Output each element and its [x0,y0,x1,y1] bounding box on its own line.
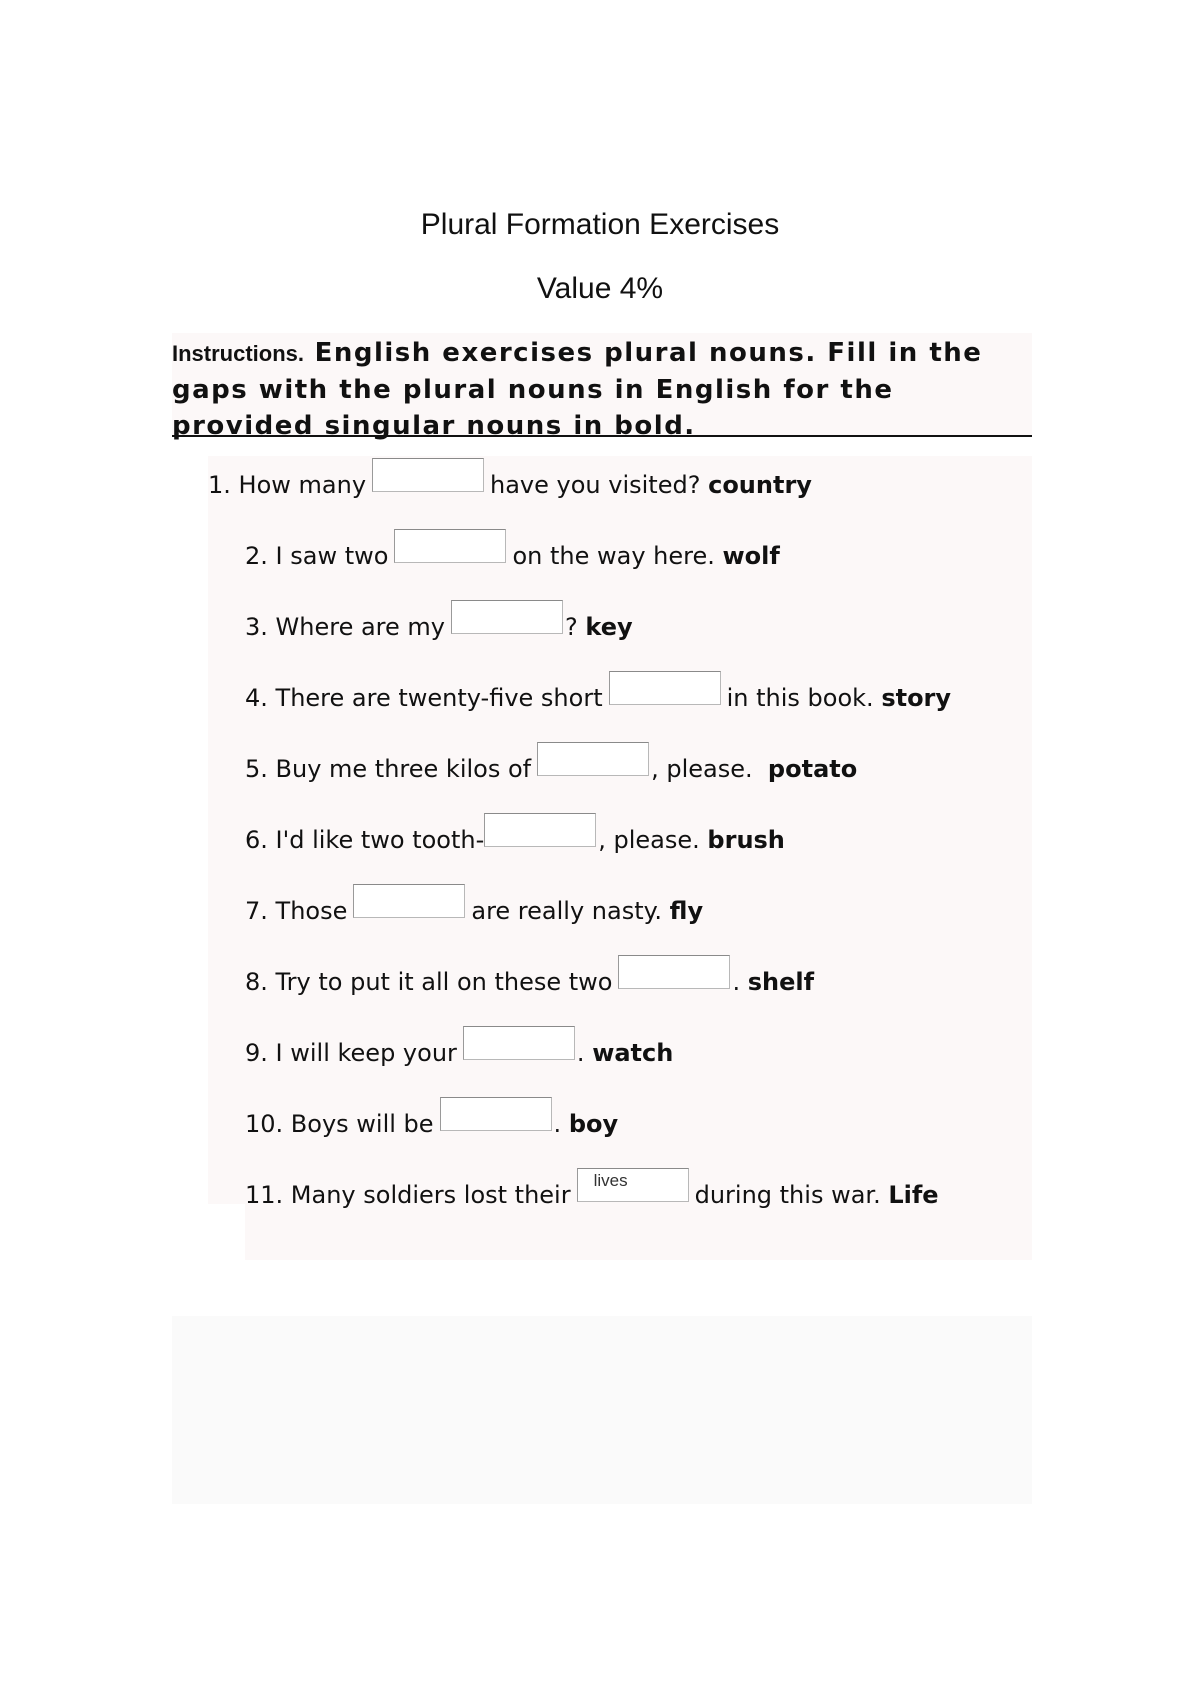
question-text-before: 3. Where are my [245,613,445,641]
value-label: Value 4% [536,272,664,305]
answer-input-9[interactable] [463,1026,575,1060]
answer-input-5[interactable] [537,742,649,776]
question-text-after: ? [565,613,578,641]
answer-input-2[interactable] [394,529,506,563]
question-1 [208,465,812,505]
answer-input-1[interactable] [372,458,484,492]
question-text-before: 4. There are twenty-five short [245,684,603,712]
question-text-after: are really nasty. [471,897,663,925]
instructions-text: English exercises plural nouns. Fill in the gaps with the plural nouns in English for the provided singular nouns in bold. [172,338,983,441]
question-text-after: , please. [598,826,700,854]
singular-noun: potato [767,755,858,783]
question-text-before: 7. Those [245,897,348,925]
question-5 [245,749,857,789]
singular-noun: fly [669,897,704,925]
question-9 [245,1033,673,1073]
question-text-before: 11. Many soldiers lost their [245,1181,571,1209]
page-title: Plural Formation Exercises [420,208,780,241]
question-text-after: . [732,968,741,996]
question-10 [245,1104,618,1144]
question-text-after: , please. [651,755,753,783]
empty-panel [172,1316,1032,1504]
answer-input-7[interactable] [353,884,465,918]
singular-noun: Life [888,1181,939,1209]
singular-noun: shelf [747,968,815,996]
question-4 [245,678,951,718]
answer-input-4[interactable] [609,671,721,705]
question-text-before: 8. Try to put it all on these two [245,968,613,996]
question-text-before: 1. How many [208,471,367,499]
question-text-before: 10. Boys will be [245,1110,434,1138]
question-8 [245,962,814,1002]
singular-noun: boy [568,1110,619,1138]
singular-noun: story [881,684,952,712]
answer-input-8[interactable] [618,955,730,989]
question-text-after: . [553,1110,562,1138]
question-6 [245,820,785,860]
question-text-after: . [576,1039,585,1067]
question-11 [245,1171,939,1215]
singular-noun: wolf [722,542,780,570]
answer-input-6[interactable] [484,813,596,847]
singular-noun: key [585,613,633,641]
question-2 [245,536,780,576]
question-text-before: 5. Buy me three kilos of [245,755,532,783]
question-text-after: during this war. [694,1181,881,1209]
singular-noun: brush [707,826,785,854]
question-text-after: in this book. [726,684,874,712]
question-text-before: 9. I will keep your [245,1039,457,1067]
answer-input-3[interactable] [451,600,563,634]
answer-input-11[interactable]: lives [577,1168,689,1202]
answer-input-10[interactable] [440,1097,552,1131]
question-7 [245,891,703,931]
question-3 [245,607,633,647]
instructions-lead: Instructions. [172,341,305,366]
singular-noun: country [708,471,812,499]
question-text-after: on the way here. [512,542,715,570]
instructions [172,333,1032,441]
singular-noun: watch [592,1039,674,1067]
question-text-after: have you visited? [490,471,701,499]
question-text-before: 2. I saw two [245,542,389,570]
question-text-before: 6. I'd like two tooth- [245,826,485,854]
